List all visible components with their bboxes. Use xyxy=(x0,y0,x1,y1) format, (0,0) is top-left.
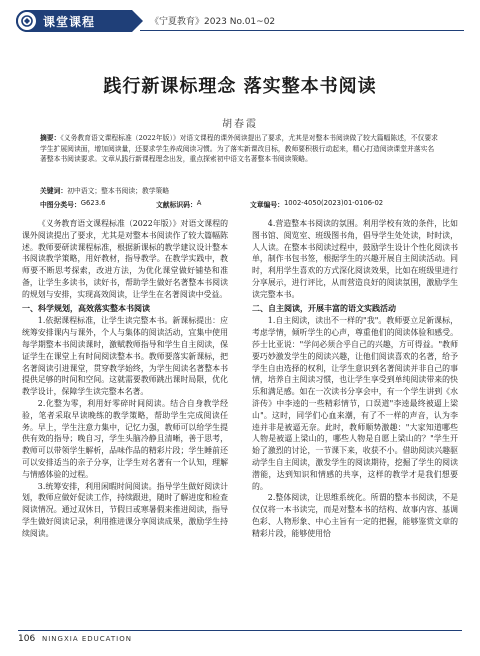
page-header xyxy=(0,10,480,32)
paragraph: 《义务教育语文课程标准（2022年版）》对语文课程的课外阅读提出了要求，尤其是对整本书阅读作了较大篇幅陈述。教师要研读课程标准，根据新课标的教学建议设计整本书阅读教学策略，用好教材，指导教学。在教学实践中，教师要不断思考探索，改进方法，为优化课堂做好铺垫和准备，让学生多读书，读好书，帮助学生做好名著整本书阅读的规划与安排，实现高效阅读，让学生在名著阅读中受益。 xyxy=(22,219,228,299)
paragraph: 2.整体阅读，让思维系统化。所谓的整本书阅读，不是仅仅将一本书读完，而是对整本书的结构、故事内容、基调色彩、人物形象、中心主旨有一定的把握，能够鉴赏文章的精彩片段，能够使用恰 xyxy=(252,493,458,538)
paragraph: 2.化整为零，利用好零碎时间阅读。结合自身教学经验，笔者采取早读晚练的教学策略，帮助学生完成阅读任务。早上，学生注意力集中，记忆力强，教师可以给学生提供有效的指导；晚自习，学生头脑冷静且清晰，善于思考，教师可以带领学生解析，品味作品的精彩片段；学生睡前还可以安排适当的亲子分享，让学生对名著有一个认知，理解与情感体验的过程。 xyxy=(22,398,228,479)
column-name: 课堂课程 xyxy=(43,14,96,29)
article-title: 践行新课标理念 落实整本书阅读 xyxy=(103,76,377,97)
header-divider xyxy=(140,30,464,31)
abstract-text: 《义务教育语文课程标准（2022年版）》对语文课程的课外阅读提出了要求，尤其是对整本书阅读做了较大篇幅陈述，不仅要求学生扩展阅读面，增加阅读量，还要求学生养成阅读习惯。为了落实新课改目标，教师要积极行动起来，精心打造阅读课堂并落实名著整本书阅读要求。文章从践行新课程理念出发，重点探索初中语文名著整本书阅读策略。 xyxy=(40,134,438,163)
keywords xyxy=(40,185,440,195)
keywords-label: 关键词： xyxy=(40,187,68,195)
article-number xyxy=(250,199,384,209)
section-heading: 一、科学规划，高效落实整本书阅读 xyxy=(22,303,150,313)
abstract-label: 摘要： xyxy=(40,134,61,142)
article-author: 胡春霞 xyxy=(222,119,258,130)
article-no-value: 1002-4050(2023)01-0106-02 xyxy=(283,199,384,207)
doc-code xyxy=(156,199,202,209)
footer-journal-name: NINGXIA EDUCATION xyxy=(42,635,132,643)
body-column-right xyxy=(252,218,458,540)
column-tag xyxy=(16,10,132,32)
paragraph: 3.统筹安排，利用闲暇时间阅读。指导学生做好阅读计划，教师应做好促读工作，持续跟进，随时了解进度和检查阅读情况。通过双休日，节假日或寒暑假来推进阅读，指导学生做好阅读记录，利用推进课分享阅读成果，激励学生持续阅读。 xyxy=(22,481,228,538)
paragraph: 1.依据课程标准，让学生读完整本书。新课标提出：应统筹安排课内与课外，个人与集体的阅读活动，宜集中使用每学期整本书阅读课时，激赋教师指导和学生自主阅读，保证学生在课堂上有时间阅读整本书。教师要落实新课标，把名著阅读引进课堂，贯穿教学始终，为学生阅读名著整本书提供足够的时间和空间。这就需要教师跳出课时局限，优化教学设计，保障学生读完整本名著。 xyxy=(22,316,228,397)
column-logo-icon xyxy=(16,10,38,32)
keywords-text: 初中语文；整本书阅读；教学策略 xyxy=(67,187,170,195)
doc-value: A xyxy=(196,199,202,207)
paragraph: 1.自主阅读，读出不一样的"我"。教师要立足新课标，考虑学情，倾听学生的心声，尊重他们的阅读体验和感受。莎士比亚说："学问必须合乎自己的兴趣，方可得益。"教师要巧妙激发学生的阅读兴趣，让他们阅读喜欢的名著，给予学生自由选择的权利，让学生意识到名著阅读并非自己的事情，培养自主阅读习惯，也让学生享受到单纯阅读带来的快乐和满足感。如在一次读书分享会中，有一个学生讲到《水浒传》中李逵的一些精彩情节，口误道"李逵最终被逼上梁山"。这时，同学们心血来潮，有了不一样的声音，认为李逵并非是被逼无奈。此时，教师顺势激趣："大家知道哪些人物是被逼上梁山的，哪些人物是自愿上梁山的？"学生开始了激烈的讨论，一节课下来，收获不小。借助阅读兴趣驱动学生自主阅读，激发学生的阅读期待，挖掘了学生的阅读潜能，达到知识和情感的共享，这样的教学才是我们想要的。 xyxy=(252,316,458,491)
clc-label: 中图分类号： xyxy=(40,201,81,209)
article-no-label: 文章编号： xyxy=(250,201,284,209)
doc-label: 文献标识码： xyxy=(156,201,197,209)
paragraph: 4.营造整本书阅读的氛围。利用学校有效的条件，比如图书馆、阅览室、班级图书角，倡导学生处处读，时时读，人人读。在整本书阅读过程中，鼓励学生设计个性化阅读书单，制作书包书签，根据学生的兴趣开展自主阅读活动。同时，利用学生喜欢的方式深化阅读效果，比如在班级里进行分享展示，进行评比，从而营造良好的阅读氛围，激励学生读完整本书。 xyxy=(252,219,458,299)
section-heading: 二、自主阅读，开展丰富的语文实践活动 xyxy=(252,303,396,313)
body-column-left xyxy=(22,218,228,540)
clc-code xyxy=(40,199,106,209)
journal-info: 《宁夏教育》2023 No.01~02 xyxy=(150,17,276,27)
page-footer xyxy=(18,630,462,646)
page-number: 106 xyxy=(18,634,36,644)
clc-value: G623.6 xyxy=(80,199,106,207)
abstract xyxy=(40,133,440,165)
